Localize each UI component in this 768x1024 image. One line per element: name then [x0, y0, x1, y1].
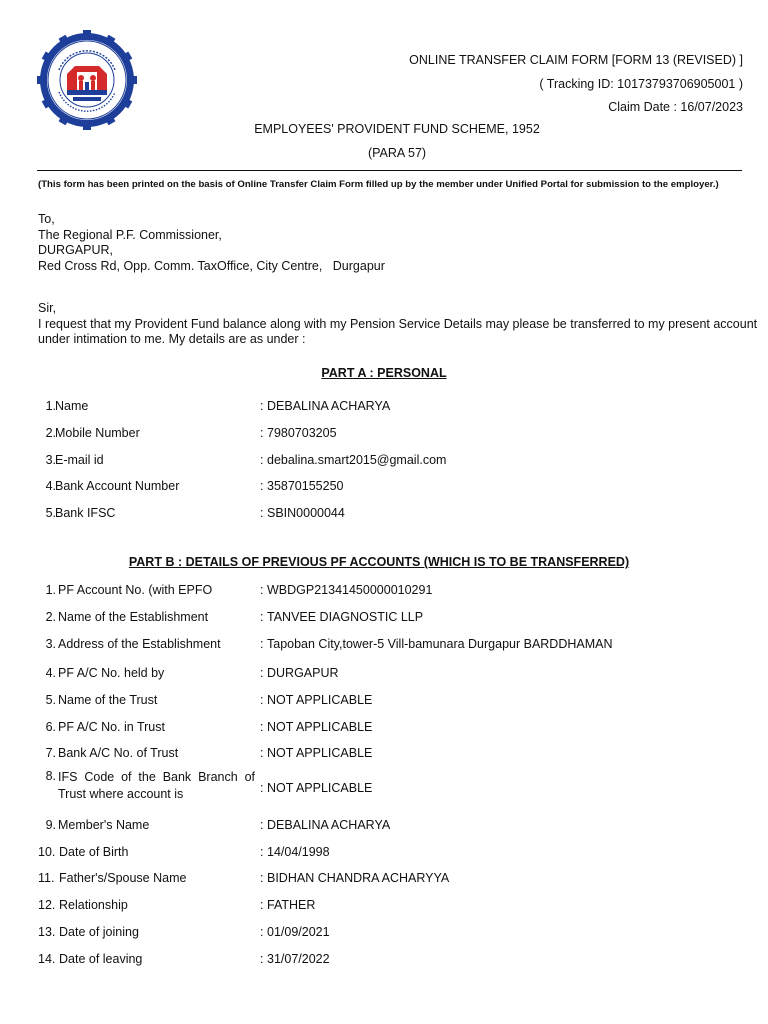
row-label: Bank A/C No. of Trust — [58, 746, 179, 760]
row-separator: : — [260, 666, 264, 680]
request-text: I request that my Provident Fund balance along with my Pension Service Details may please be transferred to my present account under intimation to me. My details are as under : — [38, 316, 758, 346]
row-value: 01/09/2021 — [267, 925, 330, 939]
row-number: 6. — [45, 720, 56, 734]
row-label: Bank IFSC — [55, 506, 116, 520]
row-label: Address of the Establishment — [58, 637, 221, 651]
row-number: 2. — [45, 426, 56, 440]
address-line-1: The Regional P.F. Commissioner, — [38, 227, 222, 242]
request-body — [38, 301, 762, 348]
row-separator: : — [260, 506, 264, 520]
row-value: NOT APPLICABLE — [267, 720, 373, 734]
row-value: 35870155250 — [267, 479, 344, 493]
row-separator: : — [260, 781, 264, 795]
row-value: NOT APPLICABLE — [267, 746, 373, 760]
row-separator: : — [260, 399, 264, 413]
row-label: Member's Name — [58, 818, 150, 832]
row-separator: : — [260, 583, 264, 597]
row-separator: : — [260, 637, 264, 651]
row-value: WBDGP21341450000010291 — [267, 583, 433, 597]
row-number: 7. — [45, 746, 56, 760]
row-number: 8. — [45, 769, 56, 783]
scheme-title: EMPLOYEES' PROVIDENT FUND SCHEME, 1952 — [254, 122, 540, 136]
row-label: Date of leaving — [59, 952, 143, 966]
row-number: 13. — [38, 925, 56, 939]
row-number: 12. — [38, 898, 56, 912]
row-value: debalina.smart2015@gmail.com — [267, 453, 447, 467]
row-separator: : — [260, 610, 264, 624]
row-number: 9. — [45, 818, 56, 832]
row-label: PF A/C No. in Trust — [58, 720, 165, 734]
part-a-heading: PART A : PERSONAL — [321, 366, 447, 380]
address-line-3: Red Cross Rd, Opp. Comm. TaxOffice, City Centre, Durgapur — [38, 258, 385, 273]
form-title: ONLINE TRANSFER CLAIM FORM [FORM 13 (REVISED) ] — [409, 53, 743, 67]
row-number: 5. — [45, 506, 56, 520]
row-separator: : — [260, 818, 264, 832]
row-value: SBIN0000044 — [267, 506, 345, 520]
row-separator: : — [260, 746, 264, 760]
row-label: Bank Account Number — [55, 479, 180, 493]
row-value: DURGAPUR — [267, 666, 339, 680]
claim-date: Claim Date : 16/07/2023 — [608, 100, 743, 114]
row-label: Date of joining — [59, 925, 139, 939]
row-number: 3. — [45, 637, 56, 651]
row-separator: : — [260, 871, 264, 885]
row-value: 14/04/1998 — [267, 845, 330, 859]
row-label: Name — [55, 399, 89, 413]
row-number: 1. — [45, 399, 56, 413]
row-value: DEBALINA ACHARYA — [267, 818, 391, 832]
salutation: Sir, — [38, 301, 57, 315]
row-separator: : — [260, 898, 264, 912]
row-value: DEBALINA ACHARYA — [267, 399, 391, 413]
row-separator: : — [260, 479, 264, 493]
row-value: NOT APPLICABLE — [267, 693, 373, 707]
row-value: BIDHAN CHANDRA ACHARYYA — [267, 871, 450, 885]
header-divider — [37, 170, 742, 171]
row-value: FATHER — [267, 898, 316, 912]
row-number: 10. — [38, 845, 56, 859]
row-separator: : — [260, 720, 264, 734]
row-label: Mobile Number — [55, 426, 140, 440]
row-value: NOT APPLICABLE — [267, 781, 373, 795]
row-separator: : — [260, 453, 264, 467]
row-label: PF Account No. (with EPFO — [58, 583, 213, 597]
row-label: Relationship — [59, 898, 128, 912]
row-number: 4. — [45, 666, 56, 680]
row-number: 5. — [45, 693, 56, 707]
para-number: (PARA 57) — [367, 146, 427, 160]
row-label: IFS Code of the Bank Branch of Trust where account is — [58, 770, 255, 801]
row-label: PF A/C No. held by — [58, 666, 165, 680]
row-value: TANVEE DIAGNOSTIC LLP — [267, 610, 424, 624]
row-label: Name of the Establishment — [58, 610, 209, 624]
part-b-heading: PART B : DETAILS OF PREVIOUS PF ACCOUNTS (WHICH IS TO BE TRANSFERRED) — [128, 555, 630, 569]
tracking-id: ( Tracking ID: 10173793706905001 ) — [539, 77, 743, 91]
row-separator: : — [260, 952, 264, 966]
row-value: 7980703205 — [267, 426, 337, 440]
address-line-2: DURGAPUR, — [38, 243, 114, 257]
row-separator: : — [260, 693, 264, 707]
print-note: (This form has been printed on the basis of Online Transfer Claim Form filled up by the member under Unified Portal for submission to the employer.) — [38, 179, 719, 190]
row-separator: : — [260, 845, 264, 859]
row-label: Date of Birth — [59, 845, 129, 859]
row-number: 3. — [45, 453, 56, 467]
row-number: 4. — [45, 479, 56, 493]
row-number: 14. — [38, 952, 56, 966]
row-value: Tapoban City,tower-5 Vill-bamunara Durgapur BARDDHAMAN — [267, 637, 613, 651]
row-number: 11. — [38, 871, 55, 885]
row-separator: : — [260, 925, 264, 939]
address-to: To, — [38, 212, 55, 226]
row-label: E-mail id — [55, 453, 104, 467]
row-label: Name of the Trust — [58, 693, 158, 707]
epfo-logo — [37, 30, 137, 130]
row-separator: : — [260, 426, 264, 440]
row-label: Father's/Spouse Name — [59, 871, 187, 885]
row-number: 1. — [45, 583, 56, 597]
addressee-block — [38, 212, 385, 274]
row-value: 31/07/2022 — [267, 952, 330, 966]
row-number: 2. — [45, 610, 56, 624]
